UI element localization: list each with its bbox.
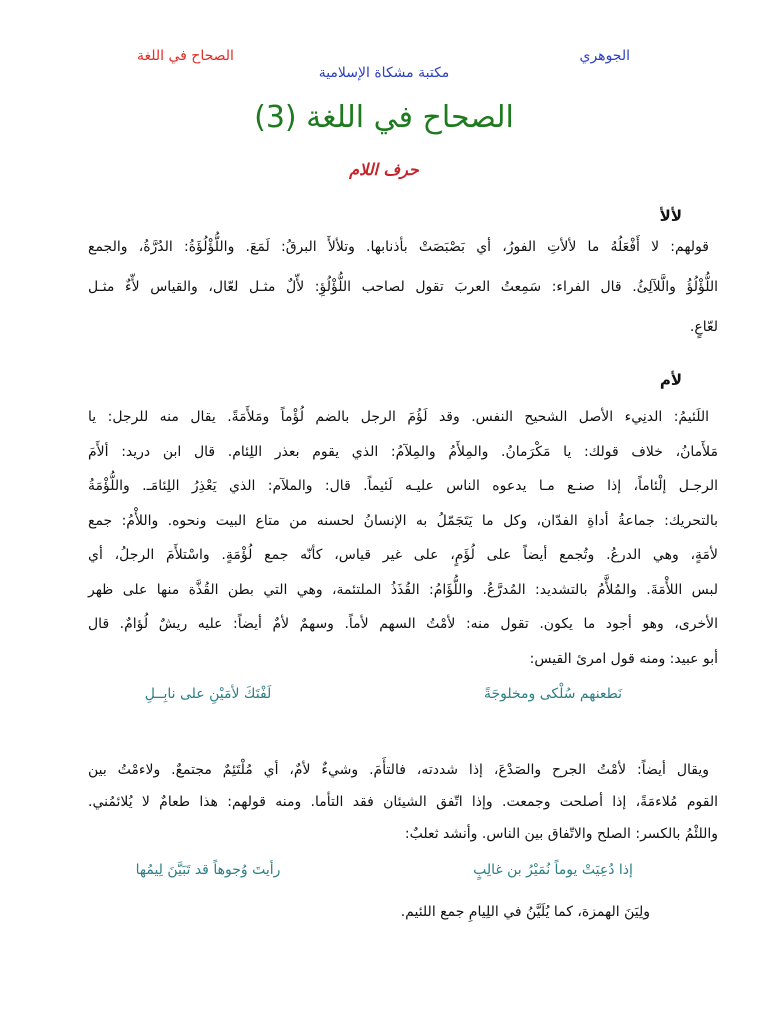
entry-heading: لأم <box>659 371 682 389</box>
paragraph-line: اللُّؤْلُؤُ والَّلآلِئُ. قال الفراء: سَمِعتُ العربَ تقول لصاحب اللُّؤْلُؤِ: لأّلٌ مثـل لعّال، والقياس لأّءٌ مثـل <box>88 279 718 295</box>
entry-paragraph <box>88 227 718 347</box>
paragraph-line: واللئْمُ بالكسر: الصلح والاتّفاق بين الناس. وأنشد ثعلبٌ: <box>404 826 718 842</box>
paragraph-line: مَلأَمانُ، خلاف قولك: يا مَكْرَمانُ. والمِلأَمُ والمِلآمُ: الذي يقوم بعذر اللِئام. قال ابن دريد: ألأَمَ <box>88 443 718 460</box>
paragraph-line: ويقال أيضاً: لأمْتُ الجرح والصَدْعَ، إذا شددته، فالتأَمَ. وشيءٌ لأمٌ، أي مُلْتَئِمٌ مجتمعٌ. ولاءمْتُ بين <box>88 762 709 778</box>
paragraph-line: قولهم: لا أَفْعَلُهُ ما لألأتِ الفورُ، أي بَصْبَصَتْ بأذنابها. وتلألأَ البرقُ: لَمَعَ. واللُّؤْلُؤَةُ: الدُرَّةُ، والجمع <box>88 239 709 255</box>
header-book-title: الصحاح في اللغة <box>137 48 234 64</box>
header-library-name: مكتبة مشكاة الإسلامية <box>318 65 450 81</box>
paragraph-line: اللَئيمُ: الدنِيء الأصل الشحيح النفس. وقد لَؤُمَ الرجل بالضم لُؤْماً ومَلأَمَةً. يقال منه للرجل: يا <box>88 409 709 425</box>
paragraph-line: لعّاعٍ. <box>689 319 718 335</box>
paragraph-line: الرجـل إلْئاماً، إذا صنـع مـا يدعوه الناس عليـه لَئيماً. قال: والملآم: الذي يَعْذِرُ اللِئامَـ. واللُّؤْمَةُ <box>88 478 718 494</box>
paragraph-line: أبو عبيد: ومنه قول امرئ القيس: <box>529 650 718 667</box>
paragraph-line: بالتحريك: جماعةُ أداةِ الفدّان، وكل ما يَتَجَمّلُ به الإنسانُ لحسنه من متاع البيت ونحوه. واللأْمُ: جمع <box>88 512 718 529</box>
verse-first-hemistich: إذا دُعِيَتْ يوماً نُمَيْرُ بن غالِبٍ <box>473 862 633 878</box>
page-title: الصحاح في اللغة (3) <box>254 100 514 135</box>
header-author: الجوهري <box>579 48 630 64</box>
paragraph-line: الأخرى، وهو أجود ما يكون. تقول منه: لأمْتُ السهم لأماً. وسهمٌ لأمٌ أيضاً: عليه ريشٌ لُؤامٌ. قال <box>88 616 718 632</box>
verse-first-hemistich: نَطعنهم سُلْكى ومخلوجَةً <box>483 686 623 702</box>
verse-second-hemistich: لَفْتَكَ لأمَيْنِ على نابِــلِ <box>144 686 272 702</box>
chapter-heading: حرف اللام <box>349 160 419 179</box>
entry-paragraph <box>88 400 718 676</box>
entry-paragraph <box>88 754 718 850</box>
poetry-verse <box>88 855 718 885</box>
entry-heading: لألأ <box>659 207 682 225</box>
paragraph-line: لبس اللأْمَةَ. والمُلأَّمُ بالتشديد: المُدرَّعُ. واللُّؤَامُ: القُذَذُ الملتئمة، وهي التي بطن القُذَّة منها على ظهر <box>88 581 718 598</box>
paragraph-line: لأمَةٍ، وهي الدرعُ. وتُجمع أيضاً على لُؤَمٍ، على غير قياس، كأنّه جمع لُؤْمَةٍ. واسْتلأَمَ الرجلُ، أي <box>88 547 718 563</box>
paragraph-line: القوم مُلاءمَةً، إذا أصلحت وجمعت. وإذا اتّفق الشيئان فقد التأما. ومنه قولهم: هذا طعامٌ لا يُلائمُني. <box>88 794 718 810</box>
verse-second-hemistich: رأيتَ وُجوهاً قد تَبَيَّنَ لِيمُها <box>135 862 281 878</box>
closing-line: ولِيَنَ الهمزة، كما يُلَيَّنُ في اللِيامِ جمع اللئيم. <box>400 904 650 920</box>
poetry-verse <box>88 679 718 709</box>
